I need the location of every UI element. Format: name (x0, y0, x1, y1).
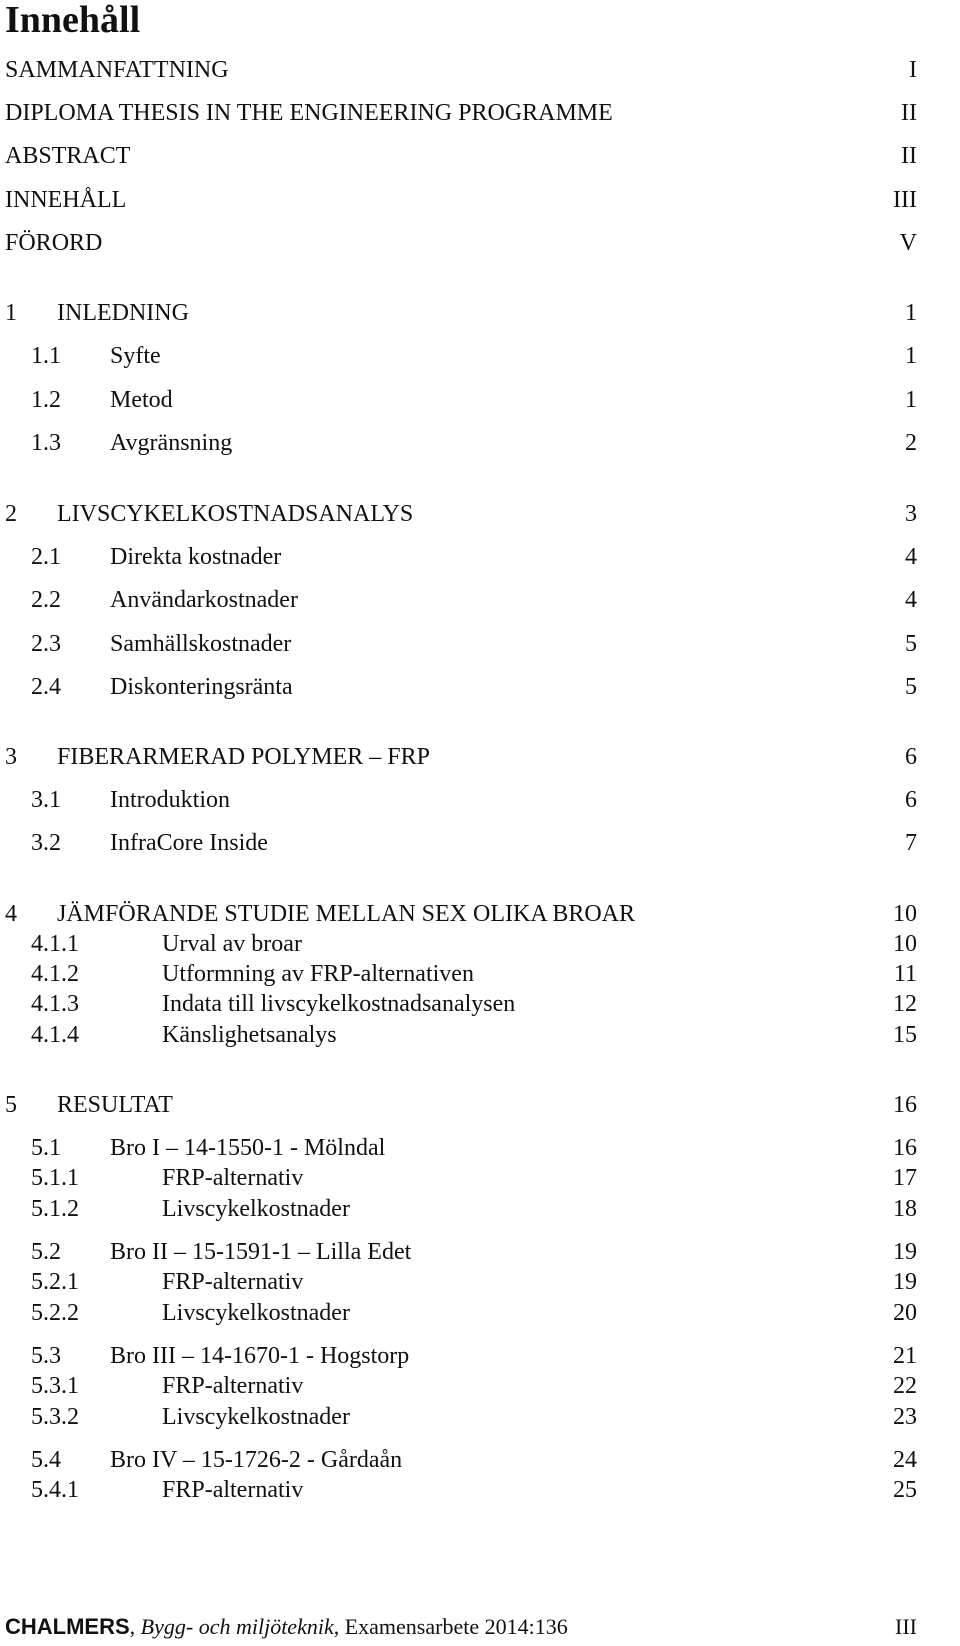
toc-entry-page: 1 (905, 343, 917, 369)
toc-chapter[interactable] (0, 741, 960, 773)
toc-number: 1.2 (31, 387, 61, 413)
toc-entry-page: 16 (893, 1135, 917, 1161)
toc-subsection[interactable] (0, 1474, 960, 1506)
toc-entry-text: INNEHÅLL (5, 187, 127, 213)
toc-number: 1 (5, 300, 17, 326)
toc-entry-page: 17 (893, 1165, 917, 1191)
toc-entry-text: Bro III – 14-1670-1 - Hogstorp (110, 1343, 410, 1369)
toc-entry-front[interactable] (0, 140, 960, 172)
toc-section[interactable] (0, 340, 960, 372)
toc-entry-page: 1 (905, 387, 917, 413)
toc-number: 2.3 (31, 631, 61, 657)
toc-number: 2.4 (31, 674, 61, 700)
toc-entry-text: Syfte (110, 343, 161, 369)
toc-entry-front[interactable] (0, 97, 960, 129)
footer-department: Bygg- och miljöteknik (140, 1614, 334, 1639)
toc-entry-front[interactable] (0, 54, 960, 86)
toc-entry-page: 11 (893, 961, 917, 987)
footer-page-number: III (895, 1614, 917, 1639)
toc-entry-page: 19 (893, 1269, 917, 1295)
toc-entry-page: 12 (893, 991, 917, 1017)
toc-section[interactable] (0, 628, 960, 660)
toc-number: 2.2 (31, 587, 61, 613)
toc-entry-front[interactable] (0, 227, 960, 259)
toc-number: 4.1.4 (31, 1022, 79, 1048)
toc-entry-page: II (901, 143, 917, 169)
toc-entry-text: Känslighetsanalys (162, 1022, 337, 1048)
toc-subsection[interactable] (0, 1193, 960, 1225)
toc-entry-page: 21 (893, 1343, 917, 1369)
toc-entry-text: RESULTAT (57, 1092, 173, 1118)
toc-entry-page: 3 (905, 501, 917, 527)
toc-entry-text: Bro I – 14-1550-1 - Mölndal (110, 1135, 386, 1161)
toc-subsection[interactable] (0, 988, 960, 1020)
toc-entry-page: III (893, 187, 917, 213)
toc-number: 5.1 (31, 1135, 61, 1161)
toc-section[interactable] (0, 1132, 960, 1164)
toc-entry-text: FRP-alternativ (162, 1269, 304, 1295)
toc-number: 3 (5, 744, 17, 770)
toc-entry-page: 22 (893, 1373, 917, 1399)
toc-subsection[interactable] (0, 1370, 960, 1402)
toc-entry-page: V (899, 230, 917, 256)
toc-number: 5.2.2 (31, 1300, 79, 1326)
toc-number: 1.1 (31, 343, 61, 369)
toc-number: 5.3.2 (31, 1404, 79, 1430)
toc-entry-text: LIVSCYKELKOSTNADSANALYS (57, 501, 414, 527)
toc-subsection[interactable] (0, 1019, 960, 1051)
toc-subsection[interactable] (0, 1162, 960, 1194)
toc-subsection[interactable] (0, 928, 960, 960)
toc-section[interactable] (0, 541, 960, 573)
toc-entry-text: Livscykelkostnader (162, 1300, 350, 1326)
toc-entry-page: 25 (893, 1477, 917, 1503)
toc-entry-text: FIBERARMERAD POLYMER – FRP (57, 744, 431, 770)
toc-number: 4.1.1 (31, 931, 79, 957)
toc-chapter[interactable] (0, 1089, 960, 1121)
toc-number: 3.2 (31, 830, 61, 856)
toc-entry-text: Urval av broar (162, 931, 302, 957)
toc-section[interactable] (0, 584, 960, 616)
toc-section[interactable] (0, 1236, 960, 1268)
toc-number: 5.1.2 (31, 1196, 79, 1222)
toc-entry-text: Bro II – 15-1591-1 – Lilla Edet (110, 1239, 412, 1265)
toc-entry-text: JÄMFÖRANDE STUDIE MELLAN SEX OLIKA BROAR (57, 901, 636, 927)
toc-entry-text: DIPLOMA THESIS IN THE ENGINEERING PROGRAMME (5, 100, 613, 126)
toc-chapter[interactable] (0, 297, 960, 329)
toc-entry-text: Användarkostnader (110, 587, 298, 613)
toc-entry-page: 23 (893, 1404, 917, 1430)
toc-subsection[interactable] (0, 1401, 960, 1433)
toc-section[interactable] (0, 1340, 960, 1372)
toc-section[interactable] (0, 827, 960, 859)
toc-entry-text: Metod (110, 387, 173, 413)
toc-number: 5.4.1 (31, 1477, 79, 1503)
toc-subsection[interactable] (0, 1297, 960, 1329)
toc-number: 4.1.2 (31, 961, 79, 987)
toc-entry-page: 6 (905, 787, 917, 813)
toc-section[interactable] (0, 427, 960, 459)
page-footer (5, 1612, 917, 1642)
toc-entry-text: FÖRORD (5, 230, 103, 256)
toc-number: 5 (5, 1092, 17, 1118)
toc-entry-text: Introduktion (110, 787, 230, 813)
toc-entry-page: 7 (905, 830, 917, 856)
toc-entry-page: 18 (893, 1196, 917, 1222)
toc-number: 4 (5, 901, 17, 927)
toc-entry-page: 5 (905, 631, 917, 657)
toc-entry-page: 10 (893, 931, 917, 957)
toc-entry-page: 16 (893, 1092, 917, 1118)
footer-report: , Examensarbete 2014:136 (333, 1614, 568, 1639)
toc-entry-text: Livscykelkostnader (162, 1196, 350, 1222)
toc-entry-text: Samhällskostnader (110, 631, 292, 657)
toc-entry-text: Avgränsning (110, 430, 233, 456)
toc-section[interactable] (0, 784, 960, 816)
toc-chapter[interactable] (0, 898, 960, 930)
toc-entry-text: SAMMANFATTNING (5, 57, 229, 83)
toc-entry-page: 2 (905, 430, 917, 456)
toc-number: 4.1.3 (31, 991, 79, 1017)
toc-entry-page: 24 (893, 1447, 917, 1473)
toc-section[interactable] (0, 1444, 960, 1476)
toc-number: 5.3.1 (31, 1373, 79, 1399)
toc-entry-text: Bro IV – 15-1726-2 - Gårdaån (110, 1447, 403, 1473)
toc-number: 5.2.1 (31, 1269, 79, 1295)
toc-entry-text: FRP-alternativ (162, 1373, 304, 1399)
toc-entry-front[interactable] (0, 184, 960, 216)
toc-entry-page: 1 (905, 300, 917, 326)
toc-entry-page: I (909, 57, 917, 83)
toc-entry-text: Direkta kostnader (110, 544, 282, 570)
toc-entry-text: ABSTRACT (5, 143, 131, 169)
toc-entry-page: 4 (905, 544, 917, 570)
toc-entry-text: Livscykelkostnader (162, 1404, 350, 1430)
toc-number: 3.1 (31, 787, 61, 813)
toc-section[interactable] (0, 671, 960, 703)
page-title: Innehåll (5, 0, 141, 41)
toc-entry-page: 6 (905, 744, 917, 770)
toc-number: 5.3 (31, 1343, 61, 1369)
toc-subsection[interactable] (0, 1266, 960, 1298)
toc-entry-page: II (901, 100, 917, 126)
toc-entry-text: Diskonteringsränta (110, 674, 293, 700)
toc-entry-page: 15 (893, 1022, 917, 1048)
toc-entry-text: FRP-alternativ (162, 1165, 304, 1191)
toc-entry-page: 19 (893, 1239, 917, 1265)
toc-number: 5.2 (31, 1239, 61, 1265)
toc-number: 1.3 (31, 430, 61, 456)
toc-entry-page: 5 (905, 674, 917, 700)
footer-brand: CHALMERS (5, 1614, 130, 1639)
toc-entry-text: FRP-alternativ (162, 1477, 304, 1503)
toc-entry-text: Indata till livscykelkostnadsanalysen (162, 991, 516, 1017)
toc-number: 5.1.1 (31, 1165, 79, 1191)
toc-subsection[interactable] (0, 958, 960, 990)
toc-entry-page: 4 (905, 587, 917, 613)
toc-chapter[interactable] (0, 498, 960, 530)
toc-number: 2.1 (31, 544, 61, 570)
footer-comma: , (129, 1614, 141, 1639)
toc-entry-text: Utformning av FRP-alternativen (162, 961, 474, 987)
toc-section[interactable] (0, 384, 960, 416)
toc-entry-text: InfraCore Inside (110, 830, 268, 856)
toc-entry-page: 20 (893, 1300, 917, 1326)
toc-number: 2 (5, 501, 17, 527)
toc-number: 5.4 (31, 1447, 61, 1473)
toc-entry-text: INLEDNING (57, 300, 189, 326)
toc-entry-page: 10 (893, 901, 917, 927)
